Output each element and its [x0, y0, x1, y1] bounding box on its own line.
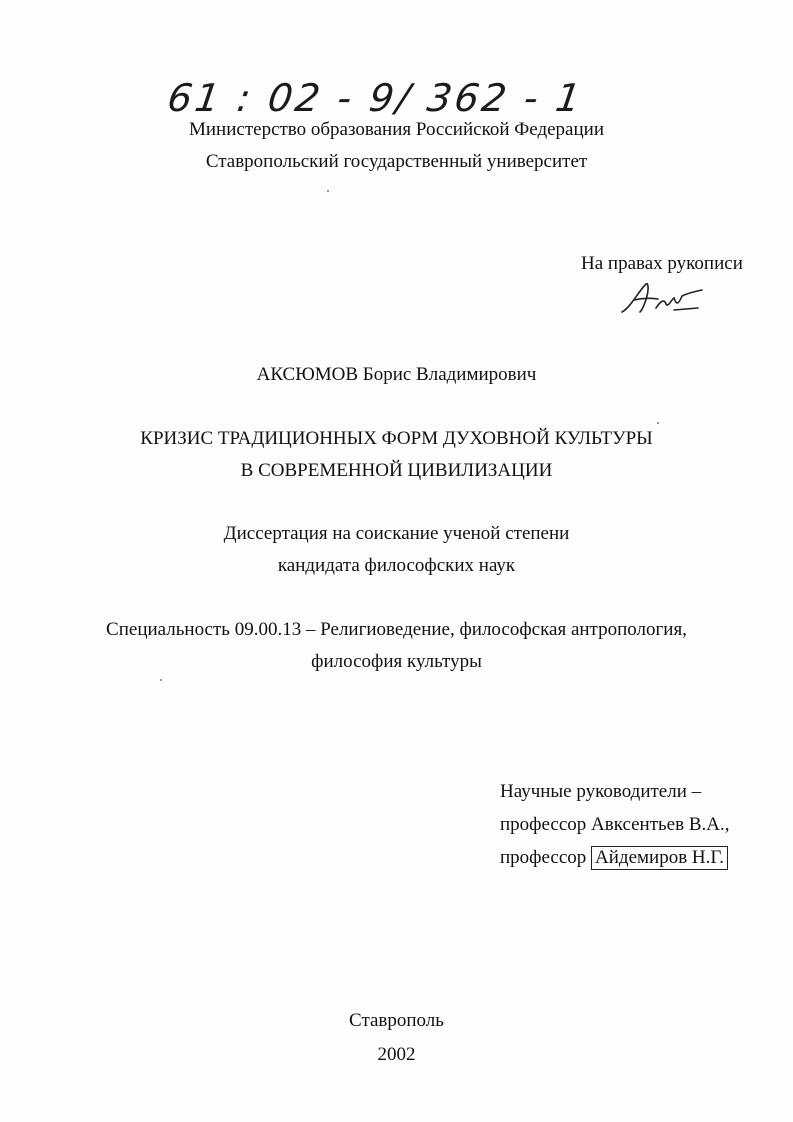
supervisor-second-prefix: профессор [500, 847, 587, 868]
specialty-line-2: философия культуры [311, 651, 482, 672]
specialty-line-1: Специальность 09.00.13 – Религиоведение, философская антропология, [106, 619, 687, 640]
footer-year: 2002 [377, 1044, 416, 1065]
supervisor-second-name-boxed: Айдемиров Н.Г. [591, 846, 728, 870]
author-signature [616, 278, 708, 320]
dissertation-title-line-1: КРИЗИС ТРАДИЦИОННЫХ ФОРМ ДУХОВНОЙ КУЛЬТУРЫ [140, 428, 653, 449]
supervisor-first: профессор Авксентьев В.А., [500, 814, 730, 835]
degree-line-2: кандидата философских наук [277, 555, 516, 576]
ministry-heading: Министерство образования Российской Федерации [189, 119, 604, 140]
scan-speck [657, 422, 659, 424]
footer-city: Ставрополь [349, 1010, 444, 1031]
author-name: АКСЮМОВ Борис Владимирович [256, 364, 537, 385]
degree-line-1: Диссертация на соискание ученой степени [223, 523, 570, 544]
supervisor-second [500, 846, 728, 870]
dissertation-title-line-2: В СОВРЕМЕННОЙ ЦИВИЛИЗАЦИИ [240, 460, 553, 481]
scan-speck [327, 190, 329, 192]
scan-speck [160, 679, 162, 681]
rights-note: На правах рукописи [581, 253, 743, 274]
university-heading: Ставропольский государственный университет [205, 151, 588, 172]
archive-code-handwritten: 61 : 02 - 9/ 362 - 1 [164, 76, 587, 120]
supervisors-heading: Научные руководители – [500, 781, 702, 802]
